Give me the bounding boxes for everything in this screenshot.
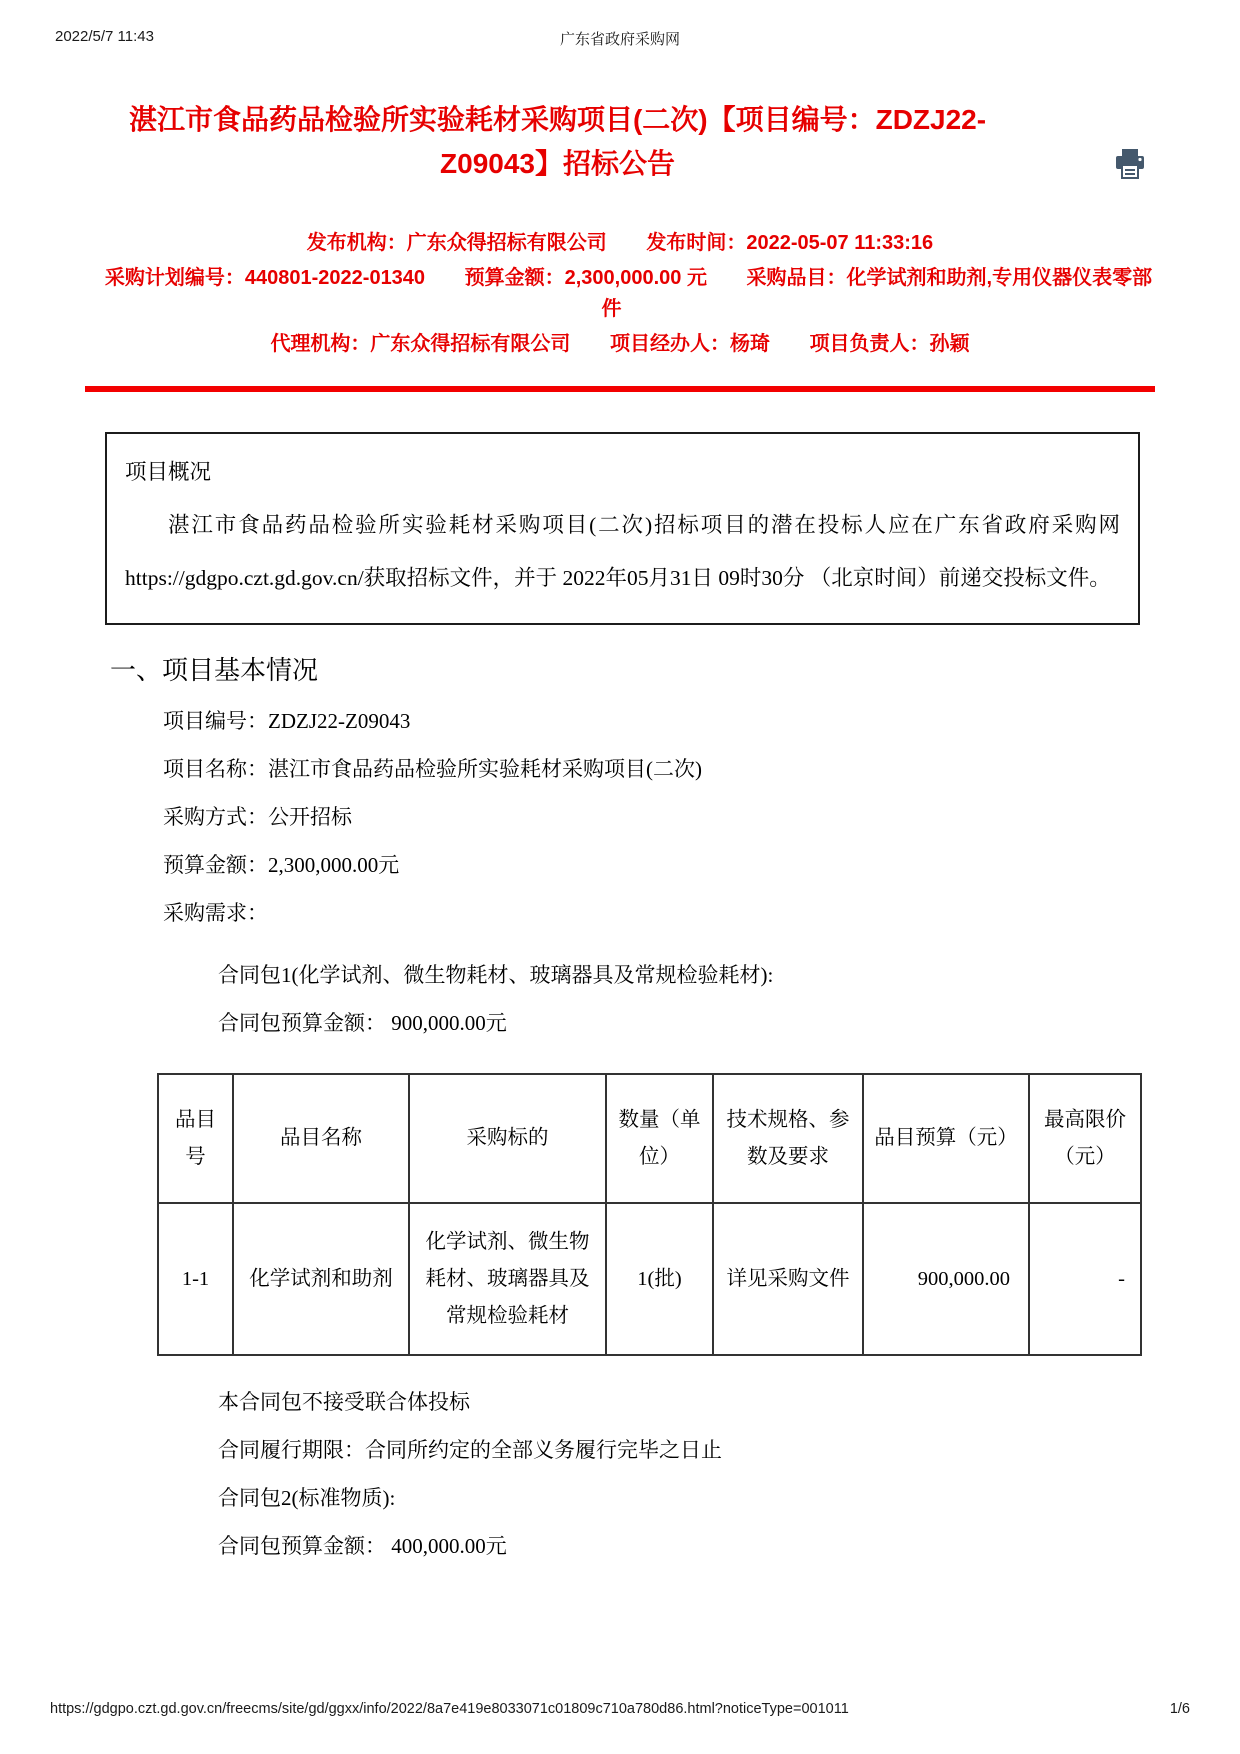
procurement-method-line: 采购方式：公开招标 bbox=[163, 805, 352, 829]
cell-item-budget: 900,000.00 bbox=[863, 1203, 1029, 1355]
contract-period-note: 合同履行期限：合同所约定的全部义务履行完毕之日止 bbox=[218, 1438, 722, 1462]
package-1-block bbox=[218, 951, 1240, 1047]
budget-amount: 预算金额：2,300,000.00 元 bbox=[464, 267, 707, 289]
demand-line: 采购需求： bbox=[163, 901, 268, 925]
package-1-title: 合同包1(化学试剂、微生物耗材、玻璃器具及常规检验耗材): bbox=[218, 963, 774, 987]
table-row bbox=[158, 1203, 1141, 1355]
cell-procurement-target: 化学试剂、微生物耗材、玻璃器具及常规检验耗材 bbox=[409, 1203, 606, 1355]
announcement-meta bbox=[0, 228, 1240, 360]
header-max-price: 最高限价（元） bbox=[1029, 1074, 1141, 1203]
header-procurement-target: 采购标的 bbox=[409, 1074, 606, 1203]
project-number-line: 项目编号：ZDZJ22-Z09043 bbox=[163, 709, 411, 733]
header-item-budget: 品目预算（元） bbox=[863, 1074, 1029, 1203]
header-quantity-unit: 数量（单位） bbox=[606, 1074, 713, 1203]
publish-time: 发布时间：2022-05-07 11:33:16 bbox=[646, 232, 934, 254]
no-consortium-note: 本合同包不接受联合体投标 bbox=[218, 1390, 470, 1414]
cell-quantity-unit: 1(批) bbox=[606, 1203, 713, 1355]
publisher-info: 发布机构：广东众得招标有限公司 bbox=[306, 232, 607, 254]
cell-item-name: 化学试剂和助剂 bbox=[233, 1203, 409, 1355]
package-2-title: 合同包2(标准物质): bbox=[218, 1486, 396, 1510]
overview-paragraph: 湛江市食品药品检验所实验耗材采购项目(二次)招标项目的潜在投标人应在广东省政府采购网https://gdgpo.czt.gd.gov.cn/获取招标文件，并于 2022年05月31日 09时30分 （北京时间）前递交投标文件。 bbox=[125, 513, 1120, 590]
footer-url: https://gdgpo.czt.gd.gov.cn/freecms/site/gd/ggxx/info/2022/8a7e419e8033071c01809c710a780d86.html?noticeType=001011 bbox=[50, 1701, 849, 1717]
project-overview-box bbox=[105, 432, 1140, 625]
cell-tech-spec: 详见采购文件 bbox=[713, 1203, 863, 1355]
red-divider bbox=[85, 386, 1155, 392]
print-footer bbox=[50, 1701, 1190, 1717]
project-name-line: 项目名称：湛江市食品药品检验所实验耗材采购项目(二次) bbox=[163, 757, 702, 781]
procurement-category: 采购品目：化学试剂和助剂,专用仪器仪表零部件 bbox=[601, 267, 1153, 320]
package-notes-and-package-2 bbox=[218, 1378, 1240, 1570]
print-datetime: 2022/5/7 11:43 bbox=[55, 28, 154, 45]
package-1-budget: 合同包预算金额： 900,000.00元 bbox=[218, 1011, 507, 1035]
page-title: 湛江市食品药品检验所实验耗材采购项目(二次)【项目编号：ZDZJ22-Z09043】招标公告 bbox=[128, 104, 987, 179]
site-name: 广东省政府采购网 bbox=[559, 31, 680, 48]
project-handler: 项目经办人：杨琦 bbox=[610, 333, 770, 355]
agency-info: 代理机构：广东众得招标有限公司 bbox=[270, 333, 571, 355]
print-button[interactable] bbox=[1112, 148, 1148, 182]
overview-heading: 项目概况 bbox=[125, 460, 212, 484]
header-item-no: 品目号 bbox=[158, 1074, 233, 1203]
header-item-name: 品目名称 bbox=[233, 1074, 409, 1203]
cell-max-price: - bbox=[1029, 1203, 1141, 1355]
printer-icon bbox=[1113, 168, 1147, 183]
items-table bbox=[157, 1073, 1142, 1356]
table-header-row bbox=[158, 1074, 1141, 1203]
section-1-heading: 一、项目基本情况 bbox=[110, 656, 319, 685]
cell-item-no: 1-1 bbox=[158, 1203, 233, 1355]
project-basic-info bbox=[163, 697, 1240, 937]
page-number: 1/6 bbox=[1169, 1701, 1190, 1717]
budget-line: 预算金额：2,300,000.00元 bbox=[163, 853, 400, 877]
meta-row-1 bbox=[85, 228, 1155, 259]
project-leader: 项目负责人：孙颖 bbox=[809, 333, 970, 355]
print-header bbox=[0, 28, 1240, 49]
meta-row-3 bbox=[85, 329, 1155, 360]
meta-row-2 bbox=[85, 263, 1155, 325]
header-tech-spec: 技术规格、参数及要求 bbox=[713, 1074, 863, 1203]
package-2-budget: 合同包预算金额： 400,000.00元 bbox=[218, 1534, 507, 1558]
plan-number: 采购计划编号：440801-2022-01340 bbox=[104, 267, 426, 289]
